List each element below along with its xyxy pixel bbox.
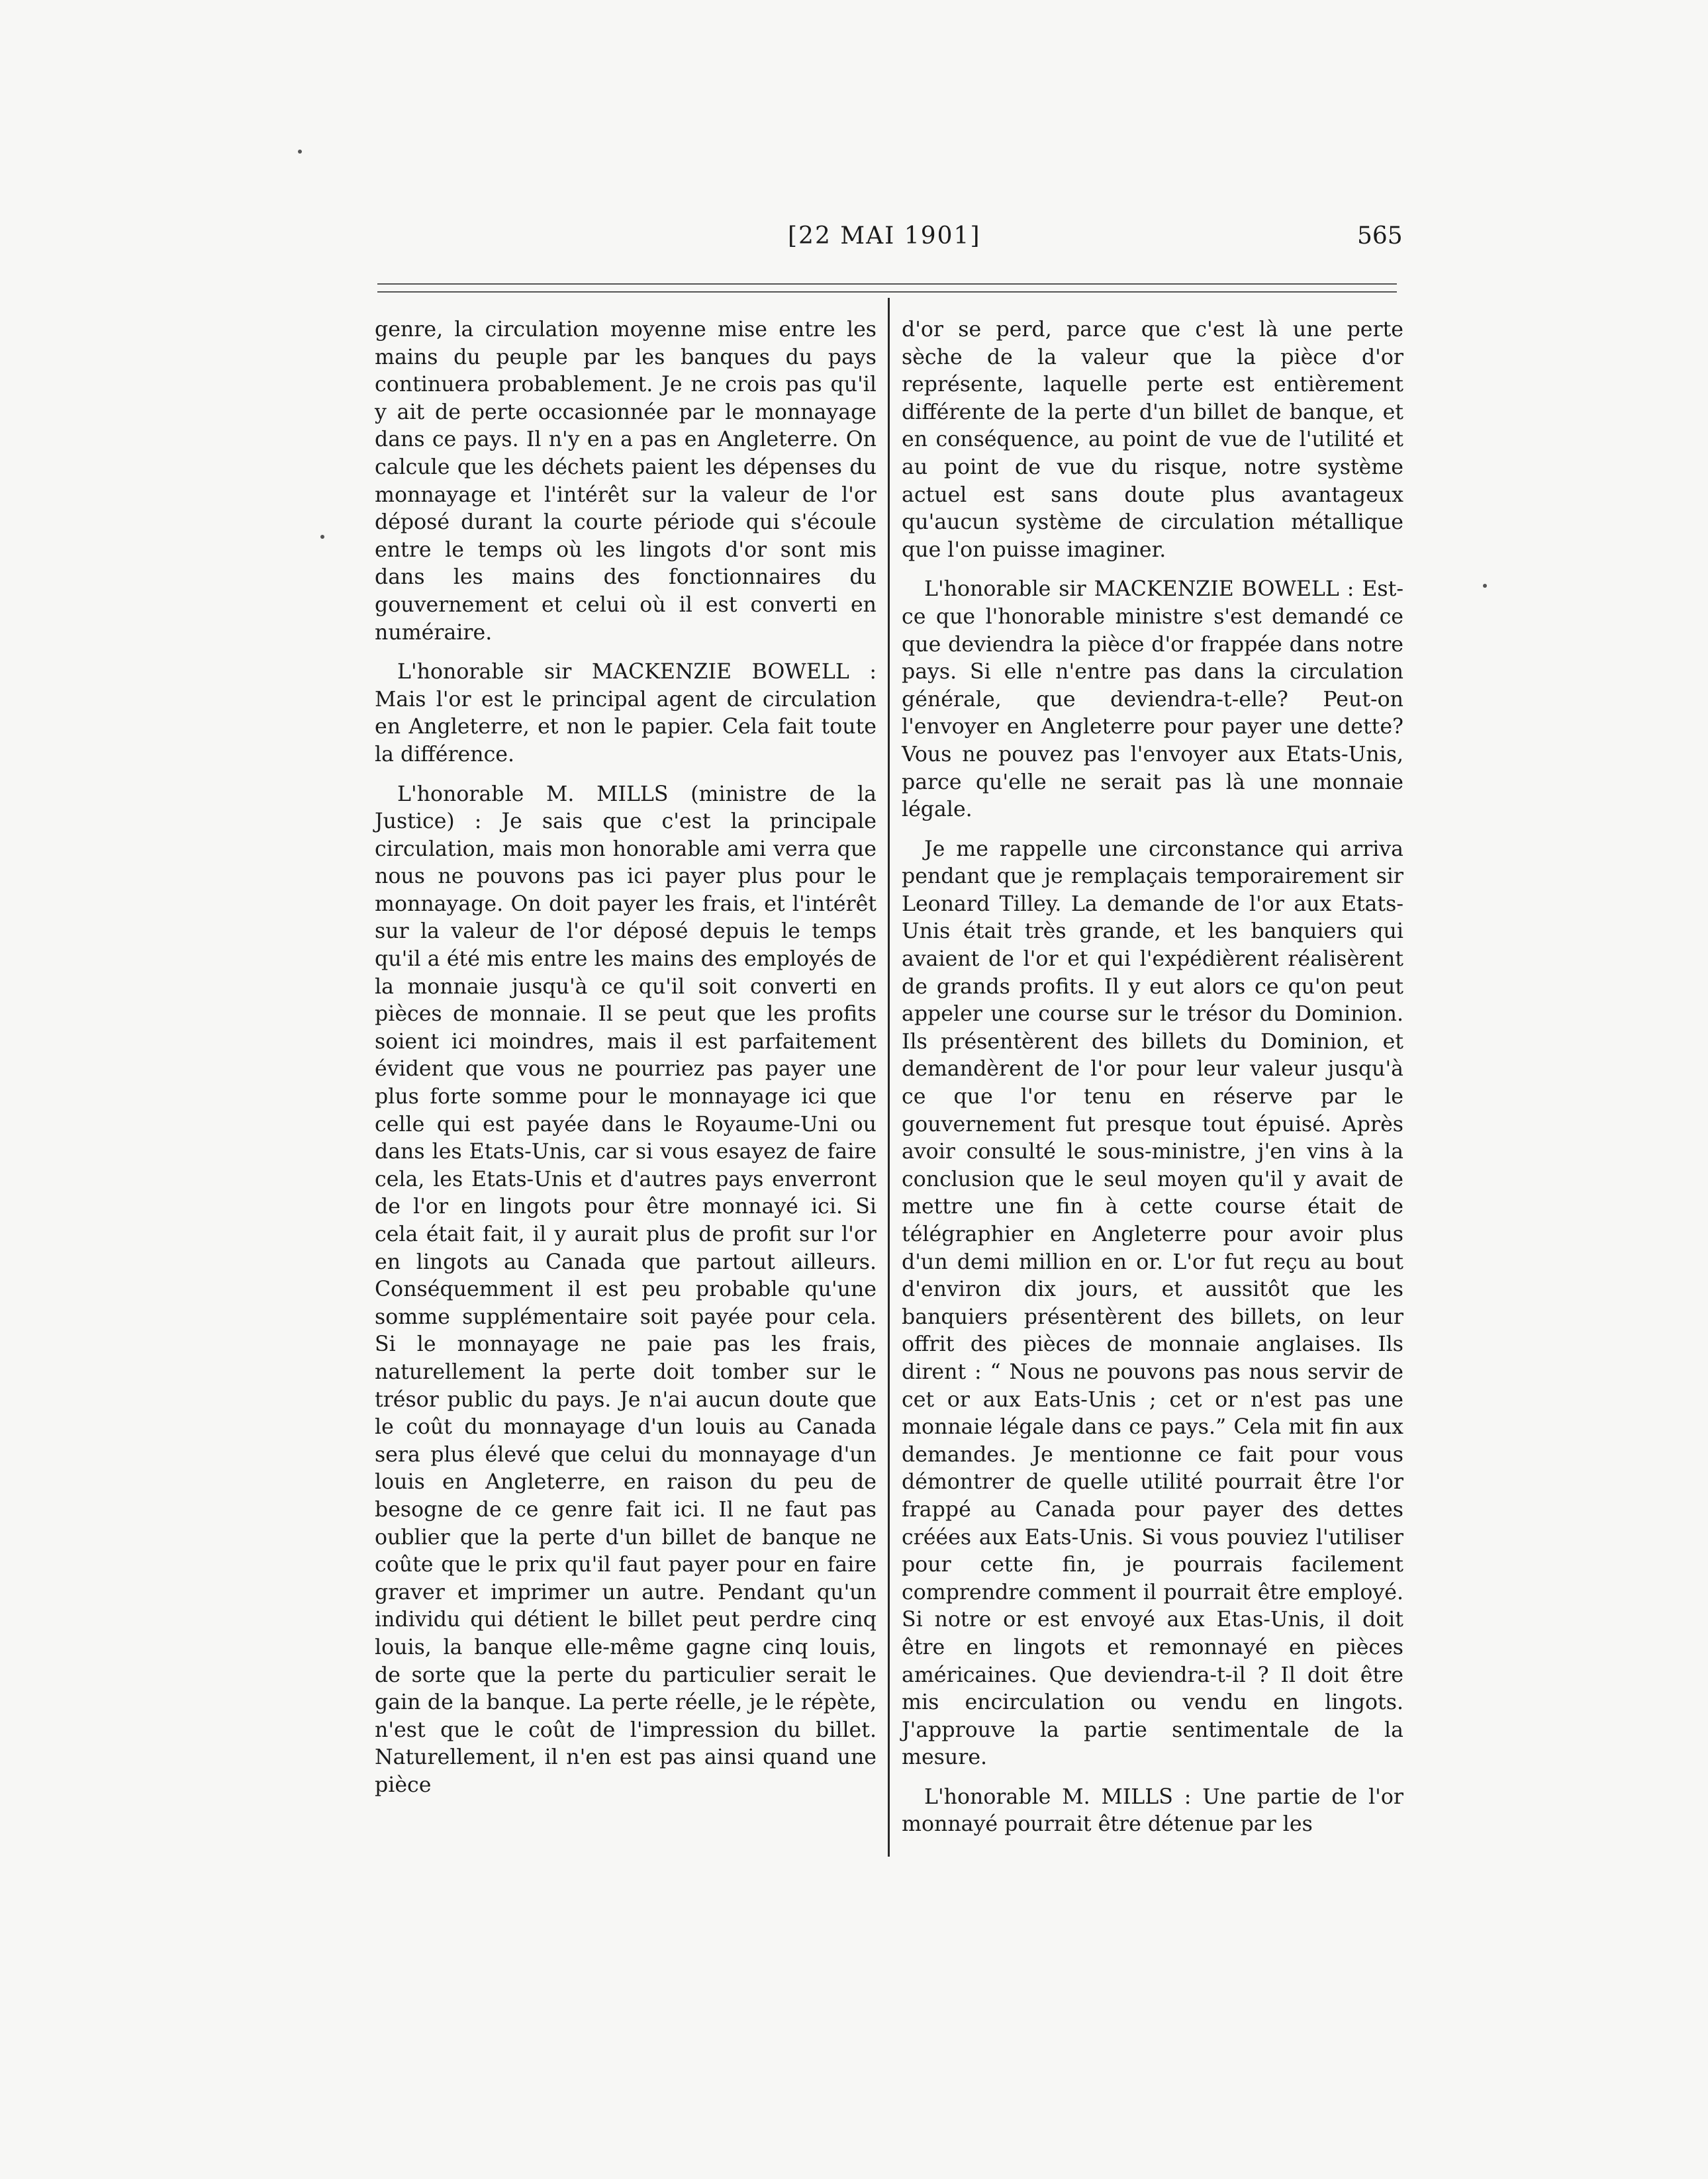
paragraph: genre, la circulation moyenne mise entre les mains du peuple par les banques du pays continuera probablement. Je ne crois pas qu'il y ait de perte occasionnée par le monnayage dans ce pays. Il n'y en a pas en Angleterre. On calcule que les déchets paient les dépenses du monnayage et l'intérêt sur la valeur de l'or déposé durant la courte période qui s'écoule entre le temps où les lingots d'or sont mis dans les mains des fonctionnaires du gouvernement et celui où il est converti en numéraire.: [375, 318, 877, 645]
header-rule: [377, 283, 1397, 293]
scan-speck: [298, 150, 302, 154]
paragraph: L'honorable M. MILLS : Une partie de l'or monnayé pourrait être détenue par les: [902, 1785, 1403, 1837]
page-number: 565: [1357, 222, 1403, 250]
scan-speck: [320, 535, 324, 539]
paragraph: Je me rappelle une circonstance qui arriva pendant que je remplaçais temporairement sir Leonard Tilley. La demande de l'or aux Etats-Unis était très grande, et les banquiers qui avaient de l'or et qui l'expédièrent réalisèrent de grands profits. Il y eut alors ce qu'on peut appeler une course sur le trésor du Dominion. Ils présentèrent des billets du Dominion, et demandèrent de l'or pour leur valeur jusqu'à ce que l'or tenu en réserve par le gouvernement fut presque tout épuisé. Après avoir consulté le sous-ministre, j'en vins à la conclusion que le seul moyen qu'il y avait de mettre une fin à cette course était de télégraphier en Angleterre pour avoir plus d'un demi million en or. L'or fut reçu au bout d'environ dix jours, et aussitôt que les banquiers présentèrent des billets, on leur offrit des pièces de monnaie anglaises. Ils dirent : “ Nous ne pouvons pas nous servir de cet or aux Eats-Unis ; cet or n'est pas une monnaie légale dans ce pays.” Cela mit fin aux demandes. Je mentionne ce fait pour vous démontrer de quelle utilité pourrait être l'or frappé au Canada pour payer des dettes créées aux Eats-Unis. Si vous pouviez l'utiliser pour cette fin, je pourrais facilement comprendre comment il pourrait être employé. Si notre or est envoyé aux Etas-Unis, il doit être en lingots et remonnayé en pièces américaines. Que deviendra-t-il ? Il doit être mis encirculation ou vendu en lingots. J'approuve la partie sentimentale de la mesure.: [902, 837, 1403, 1770]
right-column: [902, 316, 1403, 1851]
column-divider: [888, 298, 890, 1857]
paragraph: L'honorable sir MACKENZIE BOWELL : Mais l'or est le principal agent de circulation en Angleterre, et non le papier. Cela fait toute la différence.: [375, 660, 877, 766]
left-column: [375, 316, 877, 1811]
paragraph: L'honorable M. MILLS (ministre de la Justice) : Je sais que c'est la principale circulation, mais mon honorable ami verra que nous ne pouvons pas ici payer plus pour le monnayage. On doit payer les frais, et l'intérêt sur la valeur de l'or déposé depuis le temps qu'il a été mis entre les mains des employés de la monnaie jusqu'à ce qu'il soit converti en pièces de monnaie. Il se peut que les profits soient ici moindres, mais il est parfaitement évident que vous ne pourriez pas payer une plus forte somme pour le monnayage ici que celle qui est payée dans le Royaume-Uni ou dans les Etats-Unis, car si vous esayez de faire cela, les Etats-Unis et d'autres pays enverront de l'or en lingots pour être monnayé ici. Si cela était fait, il y aurait plus de profit sur l'or en lingots au Canada que partout ailleurs. Conséquemment il est peu probable qu'une somme supplémentaire soit payée pour cela. Si le monnayage ne paie pas les frais, naturellement la perte doit tomber sur le trésor public du pays. Je n'ai aucun doute que le coût du monnayage d'un louis au Canada sera plus élevé que celui du monnayage d'un louis en Angleterre, en raison du peu de besogne de ce genre fait ici. Il ne faut pas oublier que la perte d'un billet de banque ne coûte que le prix qu'il faut payer pour en faire graver et imprimer un autre. Pendant qu'un individu qui détient le billet peut perdre cinq louis, la banque elle-même gagne cinq louis, de sorte que la perte du particulier serait le gain de la banque. La perte réelle, je le répète, n'est que le coût de l'impression du billet. Naturellement, il n'en est pas ainsi quand une pièce: [375, 782, 877, 1797]
paragraph: d'or se perd, parce que c'est là une perte sèche de la valeur que la pièce d'or représente, laquelle perte est entièrement différente de la perte d'un billet de banque, et en conséquence, au point de vue de l'utilité et au point de vue du risque, notre système actuel est sans doute plus avantageux qu'aucun système de circulation métallique que l'on puisse imaginer.: [902, 318, 1403, 562]
header-date: [22 MAI 1901]: [788, 222, 981, 250]
paragraph: L'honorable sir MACKENZIE BOWELL : Est-ce que l'honorable ministre s'est demandé ce que deviendra la pièce d'or frappée dans notre pays. Si elle n'entre pas dans la circulation générale, que deviendra-t-elle? Peut-on l'envoyer en Angleterre pour payer une dette? Vous ne pouvez pas l'envoyer aux Etats-Unis, parce qu'elle ne serait pas là une monnaie légale.: [902, 577, 1403, 822]
scan-speck: [1483, 584, 1487, 588]
